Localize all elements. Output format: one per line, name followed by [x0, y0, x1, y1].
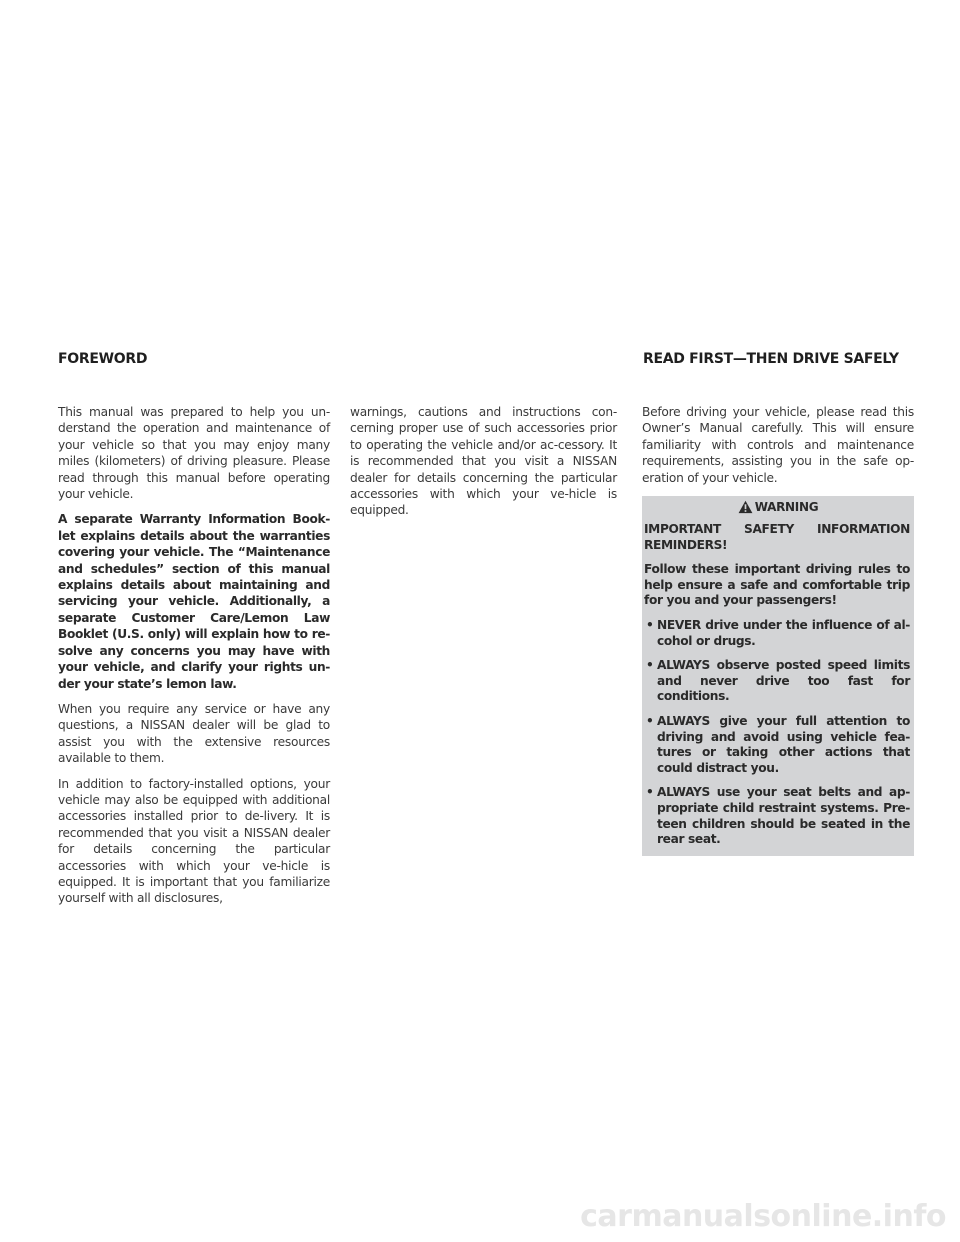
foreword-column-2	[350, 404, 617, 528]
foreword-column-1	[58, 404, 330, 916]
warning-list-item	[644, 658, 910, 705]
read-first-heading: READ FIRST—THEN DRIVE SAFELY	[643, 351, 899, 367]
warning-item-text: ALWAYS use your seat belts and ap-propriate child restraint systems. Pre-teen children should be seated in the rear seat.	[657, 785, 910, 847]
foreword-paragraph-service: When you require any service or have any questions, a NISSAN dealer will be glad to assist you with the extensive resources available to them.	[58, 701, 330, 766]
read-first-column	[642, 404, 914, 856]
warning-item-text: NEVER drive under the influence of al-cohol or drugs.	[657, 618, 910, 648]
foreword-paragraph-warranty: A separate Warranty Information Book-let explains details about the warranties covering your vehicle. The “Maintenance and schedules” section of this manual explains details about maintaining and servicing your vehicle. Additionally, a separate Customer Care/Lemon Law Booklet (U.S. only) will explain how to re-solve any concerns you may have with your vehicle, and clarify your rights un-der your state’s lemon law.	[58, 512, 330, 691]
foreword-paragraph-1: This manual was prepared to help you un-derstand the operation and maintenance of your vehicle so that you may enjoy many miles (kilometers) of driving pleasure. Please read through this manual before operating your vehicle.	[58, 405, 330, 502]
warning-item-text: ALWAYS observe posted speed limits and never drive too fast for conditions.	[657, 658, 910, 704]
bullet: •	[646, 658, 654, 673]
warning-box	[642, 496, 914, 856]
read-first-intro: Before driving your vehicle, please read this Owner’s Manual carefully. This will ensure familiarity with controls and maintenance requirements, assisting you in the safe op-eration of your vehicle.	[642, 405, 914, 485]
bullet: •	[646, 618, 654, 632]
foreword-paragraph-accessories-cont: warnings, cautions and instructions con-cerning proper use of such accessories prior to operating the vehicle and/or ac-cessory. It is recommended that you visit a NISSAN dealer for details concerning the particular accessories with which your ve-hicle is equipped.	[350, 405, 617, 518]
warning-title-text: WARNING	[754, 499, 819, 514]
warning-safety-reminders: IMPORTANT SAFETY INFORMATION REMINDERS!	[644, 522, 910, 552]
warning-list	[644, 618, 910, 848]
watermark: carmanualsonline.info	[580, 1199, 946, 1234]
warning-list-item	[644, 714, 910, 776]
foreword-heading: FOREWORD	[58, 351, 148, 367]
warning-item-text: ALWAYS give your full attention to driving and avoid using vehicle fea-tures or taking other actions that could distract you.	[657, 713, 910, 775]
foreword-paragraph-accessories: In addition to factory-installed options, your vehicle may also be equipped with additional accessories installed prior to de-livery. It is recommended that you visit a NISSAN dealer for details concerning the particular accessories with which your ve-hicle is equipped. It is important that you familiarize yourself with all disclosures,	[58, 776, 330, 906]
bullet: •	[646, 713, 654, 728]
warning-list-item	[644, 785, 910, 847]
bullet: •	[646, 785, 654, 800]
warning-title	[642, 496, 914, 518]
warning-driving-rules: Follow these important driving rules to help ensure a safe and comfortable trip for you and your passengers!	[644, 562, 910, 608]
warning-triangle-icon	[738, 500, 753, 514]
warning-list-item	[644, 618, 910, 649]
warning-body	[642, 518, 914, 848]
